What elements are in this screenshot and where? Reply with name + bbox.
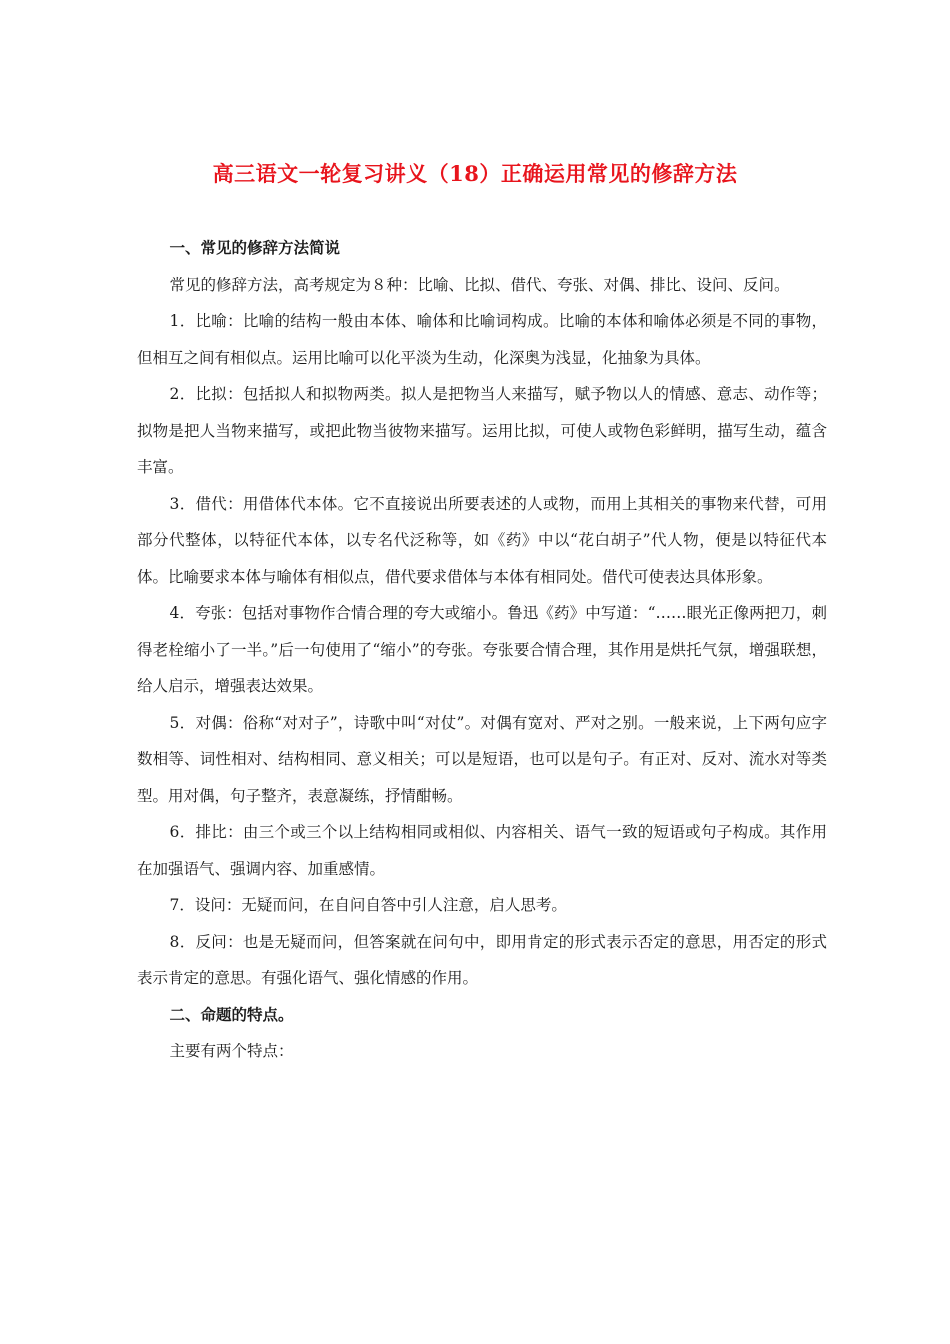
paragraph: 常见的修辞方法，高考规定为８种：比喻、比拟、借代、夸张、对偶、排比、设问、反问。 <box>169 275 790 294</box>
paragraph: 7．设问：无疑而问，在自问自答中引人注意，启人思考。 <box>169 896 567 914</box>
paragraph: 2．比拟：包括拟人和拟物两类。拟人是把物当人来描写，赋予物以人的情感、意志、动作等；拟物是把人当物来描写，或把此物当彼物来描写。运用比拟，可使人或物色彩鲜明，描写生动，蕴含丰富。 <box>137 385 827 476</box>
paragraph: 5．对偶：俗称“对对子”，诗歌中叫“对仗”。对偶有宽对、严对之别。一般来说，上下两句应字数相等、词性相对、结构相同、意义相关；可以是短语，也可以是句子。有正对、反对、流水对等类型。用对偶，句子整齐，表意凝练，抒情酣畅。 <box>137 713 827 805</box>
paragraph: 1．比喻：比喻的结构一般由本体、喻体和比喻词构成。比喻的本体和喻体必须是不同的事物，但相互之间有相似点。运用比喻可以化平淡为生动，化深奥为浅显，化抽象为具体。 <box>137 312 827 367</box>
document-body <box>137 230 827 1070</box>
document-title: 高三语文一轮复习讲义（18）正确运用常见的修辞方法 <box>212 161 738 186</box>
paragraph: 4．夸张：包括对事物作合情合理的夸大或缩小。鲁迅《药》中写道：“……眼光正像两把刀，刺得老栓缩小了一半。”后一句使用了“缩小”的夸张。夸张要合情合理，其作用是烘托气氛，增强联想，给人启示，增强表达效果。 <box>137 604 827 695</box>
paragraph: 8．反问：也是无疑而问，但答案就在问句中，即用肯定的形式表示否定的意思，用否定的形式表示肯定的意思。有强化语气、强化情感的作用。 <box>137 932 827 987</box>
paragraph: 3．借代：用借体代本体。它不直接说出所要表述的人或物，而用上其相关的事物来代替，可用部分代整体，以特征代本体，以专名代泛称等，如《药》中以“花白胡子”代人物，便是以特征代本体。比喻要求本体与喻体有相似点，借代要求借体与本体有相同处。借代可使表达具体形象。 <box>137 494 827 586</box>
section-heading: 二、命题的特点。 <box>169 1004 294 1024</box>
section-heading: 一、常见的修辞方法简说 <box>169 238 341 257</box>
paragraph: 6．排比：由三个或三个以上结构相同或相似、内容相关、语气一致的短语或句子构成。其作用在加强语气、强调内容、加重感情。 <box>137 823 827 878</box>
paragraph: 主要有两个特点： <box>169 1042 294 1060</box>
